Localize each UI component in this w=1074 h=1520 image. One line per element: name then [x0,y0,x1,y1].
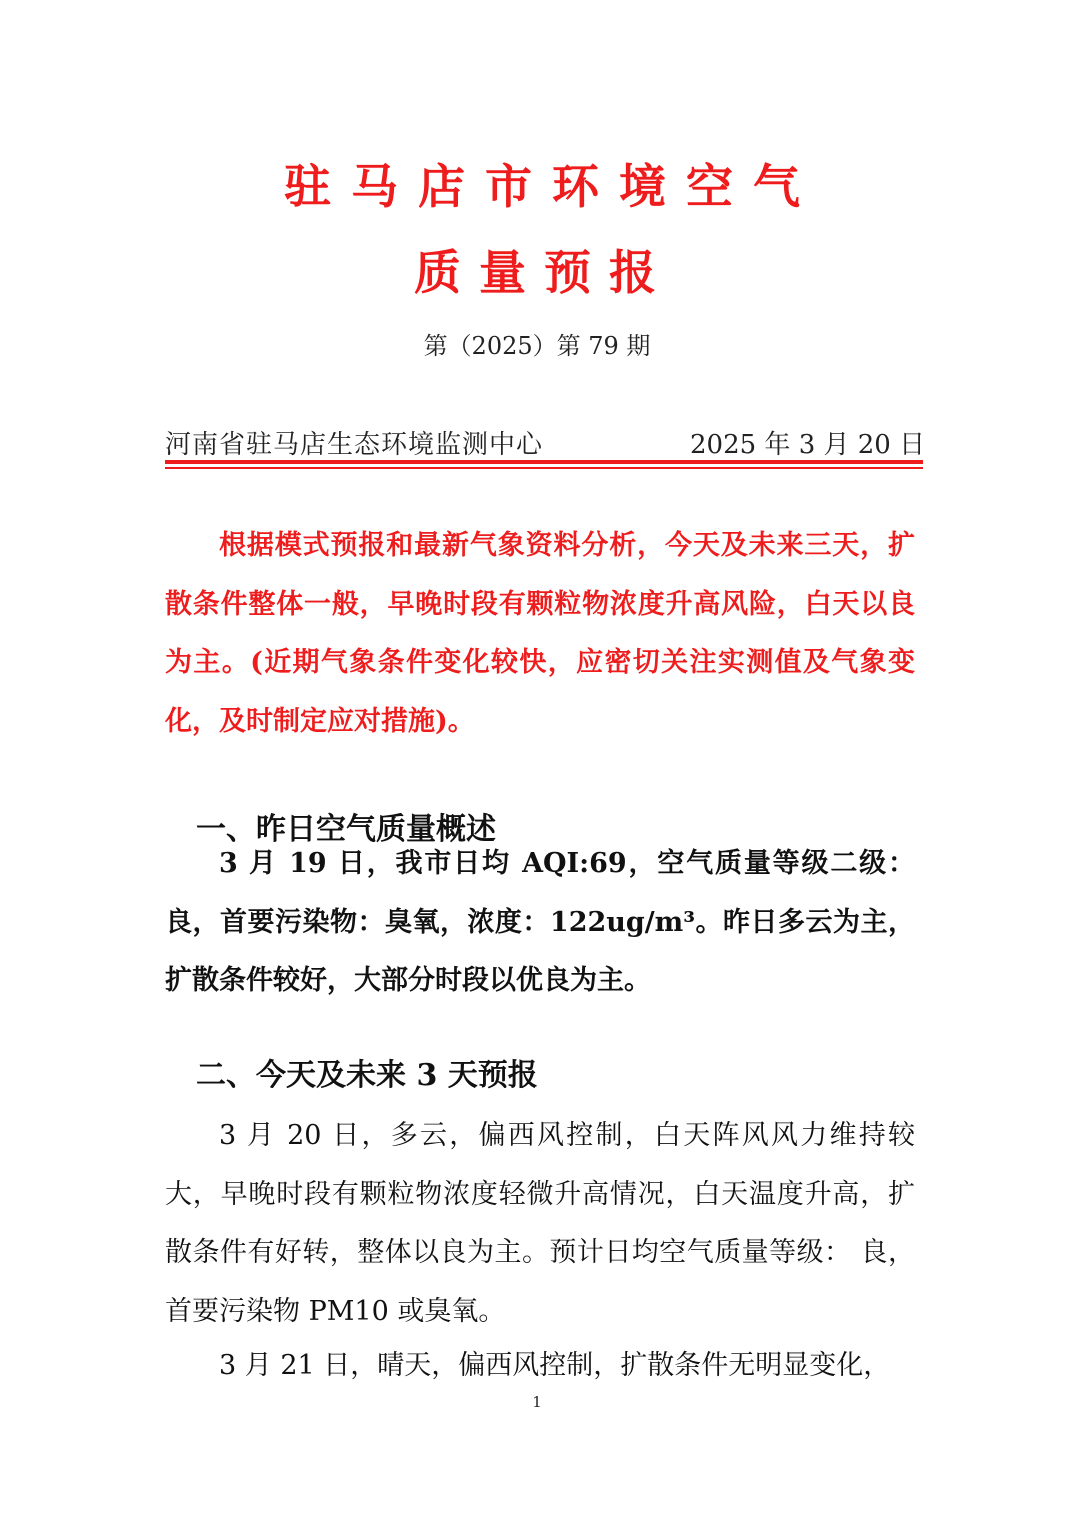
header-divider-thick [165,460,923,464]
section-heading-forecast [196,1050,538,1094]
forecast-day-2: 3 月 21 日，晴天，偏西风控制，扩散条件无明显变化， [219,1350,891,1381]
title-line-2: 质量预报 [414,246,674,301]
forecast-day-1: 3 月 20 日，多云，偏西风控制，白天阵风风力维持较大，早晚时段有颗粒物浓度轻微升高情况，白天温度升高，扩散条件有好转，整体以良为主。预计日均空气质量等级： 良，首要污染物 PM10 或臭氧。 [165,1120,915,1327]
section-heading-yesterday: 一、昨日空气质量概述 [196,812,496,847]
forecast-summary: 根据模式预报和最新气象资料分析，今天及未来三天，扩散条件整体一般，早晚时段有颗粒物浓度升高风险，白天以良为主。(近期气象条件变化较快，应密切关注实测值及气象变化，及时制定应对措施)。 [165,530,915,737]
section-heading-bold: 今天及未来 3 天预报 [256,1058,538,1093]
page-number: 1 [532,1393,542,1411]
header-divider-thin [165,467,923,469]
title-line-1: 驻马店市环境空气 [284,160,820,215]
section-heading-prefix: 二、 [196,1058,256,1093]
yesterday-overview: 3 月 19 日，我市日均 AQI:69，空气质量等级二级：良，首要污染物：臭氧，浓度：122ug/m³。昨日多云为主，扩散条件较好，大部分时段以优良为主。 [165,848,915,996]
issue-number: 第（2025）第 79 期 [423,332,651,360]
publish-date: 2025 年 3 月 20 日 [690,430,926,460]
organization-name: 河南省驻马店生态环境监测中心 [165,430,544,460]
